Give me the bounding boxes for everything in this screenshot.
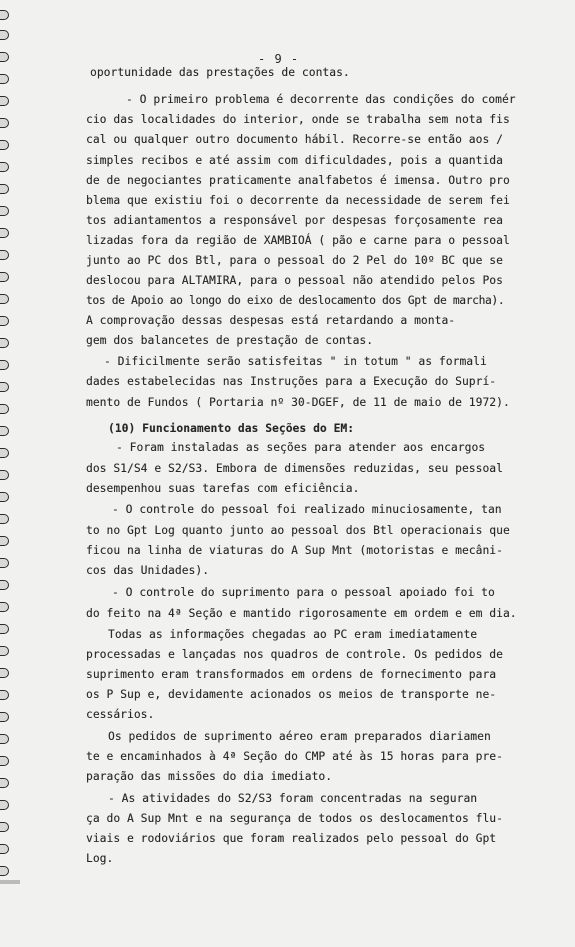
text-line: mento de Fundos ( Portaria nº 30-DGEF, de 11 de maio de 1972).	[86, 396, 510, 409]
binder-hole	[0, 602, 9, 612]
text-line: - O controle do suprimento para o pessoal apoiado foi to	[112, 586, 495, 599]
text-line: - Foram instaladas as seções para atender aos encargos	[116, 441, 486, 454]
binder-hole	[0, 162, 9, 172]
binder-hole	[0, 294, 9, 304]
text-line: - Dificilmente serão satisfeitas " in totum " as formali	[104, 355, 487, 368]
text-line: lizadas fora da região de XAMBIOÁ ( pão e carne para o pessoal	[86, 234, 510, 247]
binder-hole	[0, 228, 9, 238]
text-line: os P Sup e, devidamente acionados os meios de transporte ne-	[86, 688, 497, 701]
text-line: gem dos balancetes de prestação de contas.	[86, 334, 374, 347]
text-line: oportunidade das prestações de contas.	[90, 66, 350, 79]
binder-hole	[0, 140, 9, 150]
binder-hole	[0, 822, 9, 832]
text-line: tos adiantamentos a responsável por despesas forçosamente rea	[86, 214, 503, 227]
text-line: tos de Apoio ao longo do eixo de deslocamento dos Gpt de marcha).	[86, 294, 505, 307]
text-line: dades estabelecidas nas Instruções para a Execução do Suprí-	[86, 375, 497, 388]
section-heading: (10) Funcionamento das Seções do EM:	[108, 422, 355, 435]
text-line: A comprovação dessas despesas está retardando a monta-	[86, 314, 456, 327]
text-line: - O controle do pessoal foi realizado minuciosamente, tan	[112, 503, 502, 516]
text-line: cal ou qualquer outro documento hábil. Recorre-se então aos /	[86, 133, 503, 146]
text-line: cos das Unidades).	[86, 564, 210, 577]
text-line: to no Gpt Log quanto junto ao pessoal dos Btl operacionais que	[86, 524, 510, 537]
binder-hole	[0, 96, 9, 106]
binder-hole	[0, 74, 9, 84]
text-line: - O primeiro problema é decorrente das condições do comér	[126, 93, 516, 106]
text-line: blema que existiu foi o decorrente da necessidade de serem fei	[86, 194, 510, 207]
binder-hole	[0, 206, 9, 216]
text-line: ça do A Sup Mnt e na segurança de todos os deslocamentos flu-	[86, 812, 503, 825]
binder-hole	[0, 756, 9, 766]
text-line: paração das missões do dia imediato.	[86, 770, 333, 783]
binder-hole	[0, 316, 9, 326]
binder-hole	[0, 338, 9, 348]
binder-hole	[0, 800, 9, 810]
binder-hole	[0, 470, 9, 480]
binder-hole	[0, 646, 9, 656]
binder-hole	[0, 624, 9, 634]
text-line: te e encaminhados à 4ª Seção do CMP até às 15 horas para pre-	[86, 750, 503, 763]
binder-hole	[0, 404, 9, 414]
binder-hole	[0, 844, 9, 854]
text-line: cessários.	[86, 708, 155, 721]
binder-hole	[0, 536, 9, 546]
binder-hole	[0, 10, 9, 20]
binder-hole	[0, 360, 9, 370]
text-line: junto ao PC dos Btl, para o pessoal do 2 Pel do 10º BC que se	[86, 254, 503, 267]
binder-hole	[0, 272, 9, 282]
text-line: de de negociantes praticamente analfabetos é imensa. Outro pro	[86, 174, 510, 187]
text-line: suprimento eram transformados em ordens de fornecimento para	[86, 668, 497, 681]
binder-hole	[0, 250, 9, 260]
text-line: simples recibos e até assim com dificuldades, pois a quantida	[86, 154, 503, 167]
text-line: Os pedidos de suprimento aéreo eram preparados diariamen	[108, 730, 491, 743]
text-line: processadas e lançadas nos quadros de controle. Os pedidos de	[86, 648, 503, 661]
binder-hole	[0, 690, 9, 700]
text-line: viais e rodoviários que foram realizados pelo pessoal do Gpt	[86, 832, 497, 845]
page-number: - 9 -	[258, 52, 300, 66]
binder-hole	[0, 492, 9, 502]
binder-hole	[0, 448, 9, 458]
text-line: - As atividades do S2/S3 foram concentradas na seguran	[108, 792, 478, 805]
text-line: deslocou para ALTAMIRA, para o pessoal não atendido pelos Pos	[86, 274, 503, 287]
text-line: cio das localidades do interior, onde se trabalha sem nota fis	[86, 113, 510, 126]
binder-hole	[0, 866, 9, 876]
scan-mark	[0, 880, 20, 884]
binder-hole	[0, 668, 9, 678]
binder-hole	[0, 580, 9, 590]
binder-hole	[0, 514, 9, 524]
text-line: Log.	[86, 852, 114, 865]
text-line: Todas as informações chegadas ao PC eram imediatamente	[108, 628, 478, 641]
binder-hole	[0, 778, 9, 788]
text-line: ficou na linha de viaturas do A Sup Mnt (motoristas e mecâni-	[86, 544, 503, 557]
text-line: desempenhou suas tarefas com eficiência.	[86, 482, 360, 495]
text-line: dos S1/S4 e S2/S3. Embora de dimensões reduzidas, seu pessoal	[86, 462, 503, 475]
binder-hole	[0, 184, 9, 194]
binder-hole	[0, 382, 9, 392]
binder-hole	[0, 712, 9, 722]
binder-hole	[0, 426, 9, 436]
binder-hole	[0, 30, 9, 40]
text-line: do feito na 4ª Seção e mantido rigorosamente em ordem e em dia.	[86, 607, 517, 620]
binder-hole	[0, 734, 9, 744]
binder-hole	[0, 118, 9, 128]
binder-hole	[0, 558, 9, 568]
binder-holes	[0, 0, 14, 947]
binder-hole	[0, 52, 9, 62]
